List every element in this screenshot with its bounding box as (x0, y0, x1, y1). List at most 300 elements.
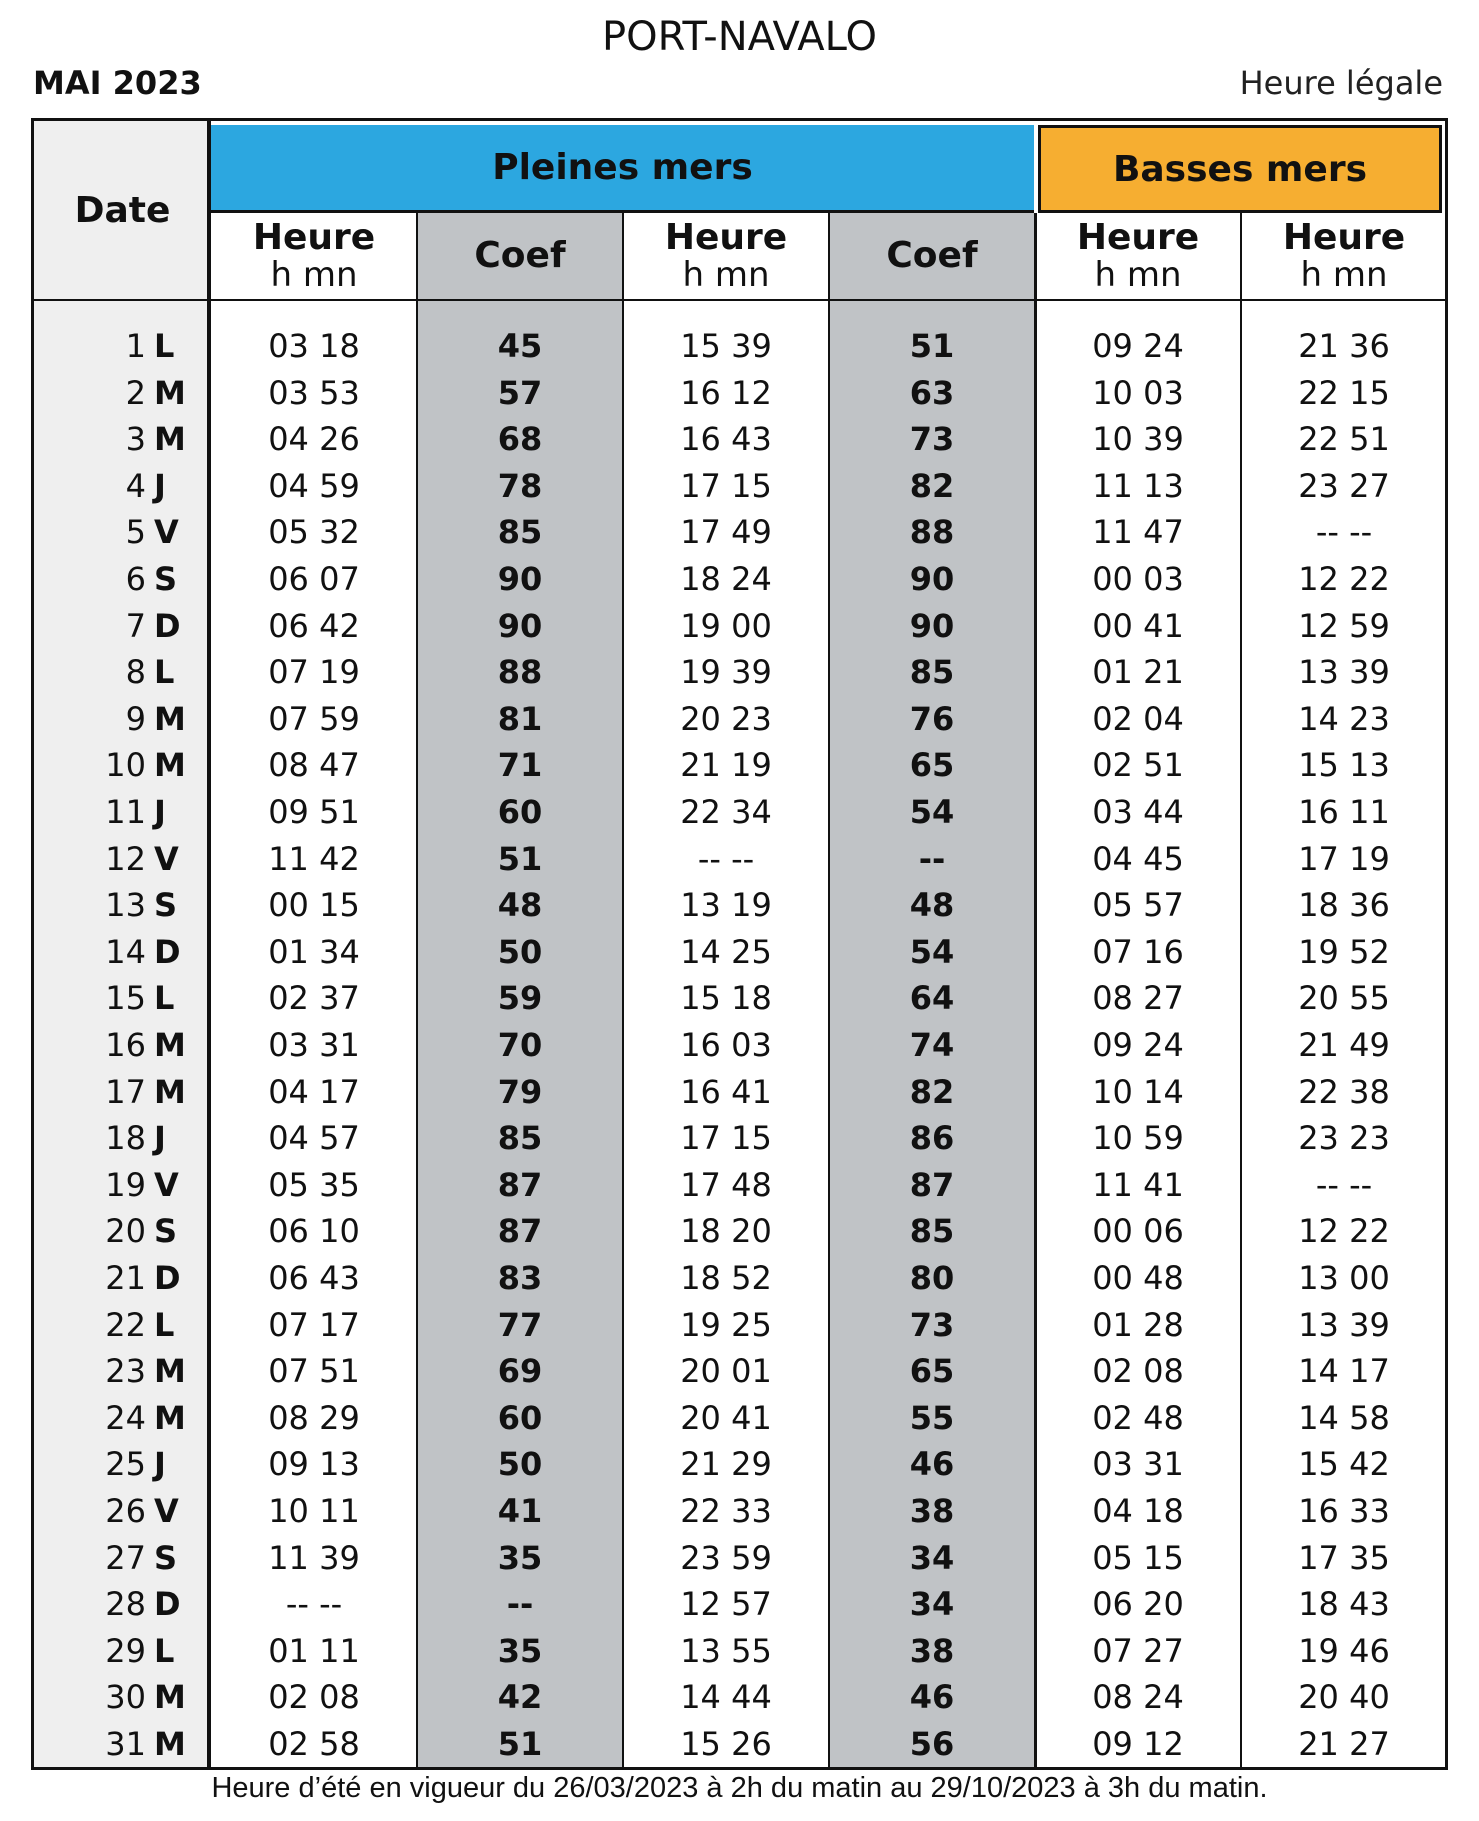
low-tide-time-1: 07 16 (1092, 932, 1184, 971)
low-tide-time-1: 09 24 (1092, 327, 1184, 365)
low-tide-time-1: 11 13 (1092, 466, 1184, 505)
day-of-week: M (154, 1678, 186, 1717)
coef-2: 82 (909, 466, 955, 505)
low-tide-time-2: 17 19 (1298, 839, 1390, 878)
date-number: 24 (105, 1398, 146, 1437)
day-of-week: M (154, 1072, 186, 1111)
high-tide-time-1: 11 42 (268, 839, 360, 878)
low-tide-time-1: 11 41 (1092, 1165, 1184, 1204)
high-tide-time-1: 05 32 (268, 513, 360, 552)
coef-2: 85 (909, 653, 955, 692)
date-number: 23 (105, 1352, 146, 1391)
low-tide-time-2: -- -- (1315, 513, 1373, 552)
high-tide-time-1: 01 34 (268, 932, 360, 971)
coef-1: 60 (497, 1398, 543, 1437)
coef-2: 87 (909, 1165, 955, 1204)
high-tide-time-1: 03 18 (268, 327, 360, 365)
coef-2: 85 (909, 1212, 955, 1251)
table-row (34, 929, 1445, 976)
day-of-week: D (154, 1585, 181, 1624)
table-row (34, 1208, 1445, 1255)
date-number: 3 (125, 420, 146, 459)
high-tide-time-2: 18 52 (680, 1259, 772, 1297)
day-of-week: V (154, 513, 179, 552)
date-number: 29 (105, 1631, 146, 1670)
coef-1: 79 (497, 1072, 543, 1111)
coef-1: 60 (497, 793, 543, 831)
date-number: 8 (125, 653, 146, 692)
table-row (34, 1022, 1445, 1069)
high-tide-time-1: 04 17 (268, 1072, 360, 1111)
high-tide-time-2: 17 48 (680, 1165, 772, 1204)
day-of-week: M (154, 373, 186, 412)
low-tide-time-1: 00 03 (1092, 560, 1184, 598)
coef-2: 73 (909, 1305, 955, 1344)
high-tide-time-1: 01 11 (268, 1631, 360, 1670)
table-row (34, 696, 1445, 743)
low-tide-time-1: 00 41 (1092, 606, 1184, 645)
table-row (34, 323, 1445, 370)
date-number: 14 (105, 932, 146, 971)
high-tide-header: Pleines mers (211, 125, 1034, 213)
coef-1: 90 (497, 606, 543, 645)
coef-1: 68 (497, 420, 543, 459)
date-number: 30 (105, 1678, 146, 1717)
coef-2: 86 (909, 1119, 955, 1158)
coef-label: Coef (886, 235, 978, 277)
unit-label: h mn (1300, 255, 1388, 296)
day-of-week: M (154, 1026, 186, 1064)
date-number: 6 (125, 560, 146, 598)
table-row (34, 1395, 1445, 1442)
day-of-week: L (154, 1631, 175, 1670)
high-tide-time-1: 00 15 (268, 886, 360, 925)
coef-1: 70 (497, 1026, 543, 1064)
coef-label: Coef (474, 235, 566, 277)
subheader-coef-1 (417, 213, 623, 299)
low-tide-time-1: 00 48 (1092, 1259, 1184, 1297)
footer-note: Heure d’été en vigueur du 26/03/2023 à 2h du matin au 29/10/2023 à 3h du matin. (211, 1772, 1268, 1804)
coef-1: 71 (497, 746, 543, 785)
high-tide-time-2: 12 57 (680, 1585, 772, 1624)
low-tide-time-2: 13 39 (1298, 653, 1390, 692)
low-tide-time-2: 13 00 (1298, 1259, 1390, 1297)
heure-label: Heure (1076, 216, 1200, 258)
high-tide-time-1: 10 11 (268, 1492, 360, 1530)
low-tide-time-1: 10 03 (1092, 373, 1184, 412)
low-tide-time-1: 09 12 (1092, 1725, 1184, 1763)
low-tide-time-2: 15 13 (1298, 746, 1390, 785)
table-row (34, 975, 1445, 1022)
day-of-week: L (154, 653, 175, 692)
date-number: 28 (105, 1585, 146, 1624)
day-of-week: V (154, 839, 179, 878)
high-tide-time-2: 19 00 (680, 606, 772, 645)
high-tide-time-2: 21 29 (680, 1445, 772, 1484)
table-row (34, 1441, 1445, 1488)
date-number: 22 (105, 1305, 146, 1344)
day-of-week: M (154, 420, 186, 459)
coef-1: 48 (497, 886, 543, 925)
coef-2: 38 (909, 1631, 955, 1670)
coef-1: 81 (497, 699, 543, 738)
low-tide-time-2: 14 17 (1298, 1352, 1390, 1391)
low-tide-time-1: 07 27 (1092, 1631, 1184, 1670)
date-number: 2 (125, 373, 146, 412)
low-tide-time-2: 14 23 (1298, 699, 1390, 738)
coef-2: 65 (909, 1352, 955, 1391)
low-tide-time-2: 12 22 (1298, 1212, 1390, 1251)
day-of-week: V (154, 1165, 179, 1204)
coef-2: 90 (909, 606, 955, 645)
day-of-week: S (154, 886, 178, 925)
day-of-week: L (154, 979, 175, 1018)
high-tide-time-2: 15 26 (680, 1725, 772, 1763)
low-tide-time-1: 08 24 (1092, 1678, 1184, 1717)
low-tide-time-2: 18 43 (1298, 1585, 1390, 1624)
day-of-week: M (154, 1725, 186, 1763)
day-of-week: M (154, 1352, 186, 1391)
low-tide-time-2: -- -- (1315, 1165, 1373, 1204)
coef-2: 46 (909, 1445, 955, 1484)
heure-label: Heure (664, 216, 788, 258)
coef-2: 34 (909, 1538, 955, 1577)
page-title: PORT-NAVALO (602, 14, 877, 60)
low-tide-time-2: 19 52 (1298, 932, 1390, 971)
high-tide-time-2: 23 59 (680, 1538, 772, 1577)
table-row (34, 742, 1445, 789)
low-tide-time-2: 13 39 (1298, 1305, 1390, 1344)
low-tide-time-1: 08 27 (1092, 979, 1184, 1018)
coef-2: 90 (909, 560, 955, 598)
high-tide-time-2: -- -- (697, 839, 755, 878)
low-tide-time-1: 05 15 (1092, 1538, 1184, 1577)
high-tide-time-2: 16 41 (680, 1072, 772, 1111)
high-tide-time-1: 08 47 (268, 746, 360, 785)
low-tide-time-1: 02 08 (1092, 1352, 1184, 1391)
high-tide-time-2: 18 20 (680, 1212, 772, 1251)
low-tide-time-2: 12 22 (1298, 560, 1390, 598)
day-of-week: M (154, 746, 186, 785)
table-row (34, 882, 1445, 929)
high-tide-time-2: 16 03 (680, 1026, 772, 1064)
high-tide-time-2: 22 34 (680, 793, 772, 831)
low-tide-time-2: 18 36 (1298, 886, 1390, 925)
low-tide-time-1: 11 47 (1092, 513, 1184, 552)
high-tide-time-2: 18 24 (680, 560, 772, 598)
low-tide-time-2: 15 42 (1298, 1445, 1390, 1484)
table-row (34, 1581, 1445, 1628)
high-tide-time-2: 17 15 (680, 1119, 772, 1158)
low-tide-time-2: 21 49 (1298, 1026, 1390, 1064)
coef-1: 85 (497, 1119, 543, 1158)
high-tide-time-1: 03 53 (268, 373, 360, 412)
high-tide-time-2: 14 25 (680, 932, 772, 971)
low-tide-time-1: 10 59 (1092, 1119, 1184, 1158)
subheader-pm-heure-1 (211, 213, 417, 299)
table-row (34, 1069, 1445, 1116)
coef-1: 77 (497, 1305, 543, 1344)
high-tide-time-1: 06 07 (268, 560, 360, 598)
low-tide-time-2: 20 55 (1298, 979, 1390, 1018)
date-number: 5 (125, 513, 146, 552)
low-tide-time-1: 03 31 (1092, 1445, 1184, 1484)
high-tide-time-2: 14 44 (680, 1678, 772, 1717)
low-tide-time-2: 14 58 (1298, 1398, 1390, 1437)
high-tide-time-2: 17 49 (680, 513, 772, 552)
day-of-week: S (154, 560, 178, 598)
coef-2: 38 (909, 1492, 955, 1530)
high-tide-time-2: 15 39 (680, 327, 772, 365)
coef-2: 54 (909, 932, 955, 971)
low-tide-time-2: 16 11 (1298, 793, 1390, 831)
high-tide-time-1: 04 57 (268, 1119, 360, 1158)
date-number: 9 (125, 699, 146, 738)
day-of-week: D (154, 932, 181, 971)
coef-2: 51 (909, 327, 955, 365)
coef-2: 48 (909, 886, 955, 925)
table-row (34, 463, 1445, 510)
subheader-pm-heure-2 (623, 213, 829, 299)
low-tide-time-1: 00 06 (1092, 1212, 1184, 1251)
low-tide-time-1: 02 51 (1092, 746, 1184, 785)
coef-1: 57 (497, 373, 543, 412)
low-tide-time-1: 06 20 (1092, 1585, 1184, 1624)
coef-2: 65 (909, 746, 955, 785)
low-tide-time-1: 09 24 (1092, 1026, 1184, 1064)
coef-2: 34 (909, 1585, 955, 1624)
coef-1: 51 (497, 1725, 543, 1763)
coef-1: 87 (497, 1165, 543, 1204)
table-row (34, 1162, 1445, 1209)
low-tide-time-2: 23 23 (1298, 1119, 1390, 1158)
high-tide-time-1: 07 17 (268, 1305, 360, 1344)
timezone-label: Heure légale (1239, 64, 1443, 102)
day-of-week: J (154, 466, 166, 505)
date-number: 1 (125, 327, 146, 365)
unit-label: h mn (1094, 255, 1182, 296)
coef-1: 59 (497, 979, 543, 1018)
heure-label: Heure (252, 216, 376, 258)
coef-2: 76 (909, 699, 955, 738)
date-header: Date (34, 121, 211, 301)
date-number: 25 (105, 1445, 146, 1484)
coef-2: -- (918, 839, 946, 878)
day-of-week: V (154, 1492, 179, 1530)
coef-1: 90 (497, 560, 543, 598)
high-tide-time-1: 04 26 (268, 420, 360, 459)
coef-2: 64 (909, 979, 955, 1018)
date-number: 18 (105, 1119, 146, 1158)
high-tide-time-1: 06 10 (268, 1212, 360, 1251)
high-tide-time-2: 16 12 (680, 373, 772, 412)
coef-1: 42 (497, 1678, 543, 1717)
date-number: 17 (105, 1072, 146, 1111)
coef-2: 80 (909, 1259, 955, 1297)
coef-2: 63 (909, 373, 955, 412)
low-tide-time-2: 22 15 (1298, 373, 1390, 412)
high-tide-time-1: 07 51 (268, 1352, 360, 1391)
coef-1: 50 (497, 932, 543, 971)
day-of-week: S (154, 1212, 178, 1251)
high-tide-time-1: 07 19 (268, 653, 360, 692)
high-tide-time-2: 13 19 (680, 886, 772, 925)
coef-2: 55 (909, 1398, 955, 1437)
low-tide-time-2: 22 38 (1298, 1072, 1390, 1111)
high-tide-time-2: 22 33 (680, 1492, 772, 1530)
high-tide-time-2: 13 55 (680, 1631, 772, 1670)
table-row (34, 509, 1445, 556)
table-row (34, 603, 1445, 650)
table-row (34, 1348, 1445, 1395)
unit-label: h mn (682, 255, 770, 296)
subheader-coef-2 (829, 213, 1035, 299)
low-tide-time-1: 02 04 (1092, 699, 1184, 738)
day-of-week: M (154, 1398, 186, 1437)
date-number: 7 (125, 606, 146, 645)
date-number: 4 (125, 466, 146, 505)
date-number: 15 (105, 979, 146, 1018)
high-tide-time-1: 02 37 (268, 979, 360, 1018)
date-number: 12 (105, 839, 146, 878)
coef-2: 73 (909, 420, 955, 459)
coef-1: 51 (497, 839, 543, 878)
high-tide-time-2: 19 25 (680, 1305, 772, 1344)
coef-1: -- (506, 1585, 534, 1624)
low-tide-time-1: 03 44 (1092, 793, 1184, 831)
table-row (34, 370, 1445, 417)
low-tide-header: Basses mers (1038, 125, 1442, 213)
table-row (34, 1302, 1445, 1349)
high-tide-time-1: 02 58 (268, 1725, 360, 1763)
day-of-week: J (154, 1445, 166, 1484)
coef-1: 45 (497, 327, 543, 365)
subheader-bm-heure-2 (1241, 213, 1447, 299)
coef-1: 87 (497, 1212, 543, 1251)
coef-2: 46 (909, 1678, 955, 1717)
day-of-week: J (154, 793, 166, 831)
date-number: 31 (105, 1725, 146, 1763)
coef-2: 74 (909, 1026, 955, 1064)
day-of-week: D (154, 1259, 181, 1297)
date-number: 27 (105, 1538, 146, 1577)
low-tide-time-2: 12 59 (1298, 606, 1390, 645)
high-tide-time-1: 04 59 (268, 466, 360, 505)
date-number: 19 (105, 1165, 146, 1204)
high-tide-time-1: 06 42 (268, 606, 360, 645)
high-tide-time-2: 16 43 (680, 420, 772, 459)
low-tide-time-2: 16 33 (1298, 1492, 1390, 1530)
high-tide-time-1: -- -- (285, 1585, 343, 1624)
date-number: 21 (105, 1259, 146, 1297)
coef-2: 88 (909, 513, 955, 552)
high-tide-time-2: 15 18 (680, 979, 772, 1018)
table-row (34, 1721, 1445, 1768)
low-tide-time-1: 05 57 (1092, 886, 1184, 925)
coef-1: 41 (497, 1492, 543, 1530)
low-tide-time-1: 04 18 (1092, 1492, 1184, 1530)
high-tide-time-2: 20 41 (680, 1398, 772, 1437)
coef-1: 83 (497, 1259, 543, 1297)
tide-table (31, 118, 1448, 1770)
heure-label: Heure (1282, 216, 1406, 258)
date-number: 10 (105, 746, 146, 785)
high-tide-time-2: 19 39 (680, 653, 772, 692)
table-row (34, 556, 1445, 603)
high-tide-time-1: 09 13 (268, 1445, 360, 1484)
day-of-week: J (154, 1119, 166, 1158)
table-row (34, 1115, 1445, 1162)
date-number: 20 (105, 1212, 146, 1251)
high-tide-time-1: 02 08 (268, 1678, 360, 1717)
unit-label: h mn (270, 255, 358, 296)
low-tide-time-1: 10 39 (1092, 420, 1184, 459)
high-tide-time-1: 07 59 (268, 699, 360, 738)
table-row (34, 836, 1445, 883)
low-tide-time-1: 04 45 (1092, 839, 1184, 878)
table-row (34, 1674, 1445, 1721)
low-tide-time-1: 01 21 (1092, 653, 1184, 692)
subheader-bm-heure-1 (1035, 213, 1241, 299)
date-number: 26 (105, 1492, 146, 1530)
day-of-week: S (154, 1538, 178, 1577)
low-tide-time-2: 20 40 (1298, 1678, 1390, 1717)
coef-1: 78 (497, 466, 543, 505)
day-of-week: M (154, 699, 186, 738)
high-tide-time-2: 21 19 (680, 746, 772, 785)
table-row (34, 1535, 1445, 1582)
table-row (34, 1628, 1445, 1675)
day-of-week: L (154, 1305, 175, 1344)
high-tide-time-2: 17 15 (680, 466, 772, 505)
table-row (34, 416, 1445, 463)
high-tide-time-1: 08 29 (268, 1398, 360, 1437)
coef-2: 56 (909, 1725, 955, 1763)
coef-2: 82 (909, 1072, 955, 1111)
coef-1: 50 (497, 1445, 543, 1484)
low-tide-time-2: 19 46 (1298, 1631, 1390, 1670)
table-row (34, 1488, 1445, 1535)
high-tide-time-2: 20 23 (680, 699, 772, 738)
month-label: MAI 2023 (33, 64, 202, 102)
table-row (34, 1255, 1445, 1302)
low-tide-time-1: 02 48 (1092, 1398, 1184, 1437)
high-tide-time-1: 03 31 (268, 1026, 360, 1064)
day-of-week: D (154, 606, 181, 645)
coef-1: 88 (497, 653, 543, 692)
coef-1: 69 (497, 1352, 543, 1391)
high-tide-time-1: 11 39 (268, 1538, 360, 1577)
high-tide-time-1: 06 43 (268, 1259, 360, 1297)
coef-2: 54 (909, 793, 955, 831)
table-row (34, 789, 1445, 836)
table-row (34, 649, 1445, 696)
low-tide-time-2: 23 27 (1298, 466, 1390, 505)
low-tide-time-2: 21 36 (1298, 327, 1390, 365)
coef-1: 85 (497, 513, 543, 552)
high-tide-time-2: 20 01 (680, 1352, 772, 1391)
low-tide-time-2: 22 51 (1298, 420, 1390, 459)
low-tide-time-1: 01 28 (1092, 1305, 1184, 1344)
low-tide-time-1: 10 14 (1092, 1072, 1184, 1111)
high-tide-time-1: 05 35 (268, 1165, 360, 1204)
day-of-week: L (154, 327, 175, 365)
date-number: 13 (105, 886, 146, 925)
coef-1: 35 (497, 1631, 543, 1670)
date-number: 16 (105, 1026, 146, 1064)
low-tide-time-2: 17 35 (1298, 1538, 1390, 1577)
high-tide-time-1: 09 51 (268, 793, 360, 831)
